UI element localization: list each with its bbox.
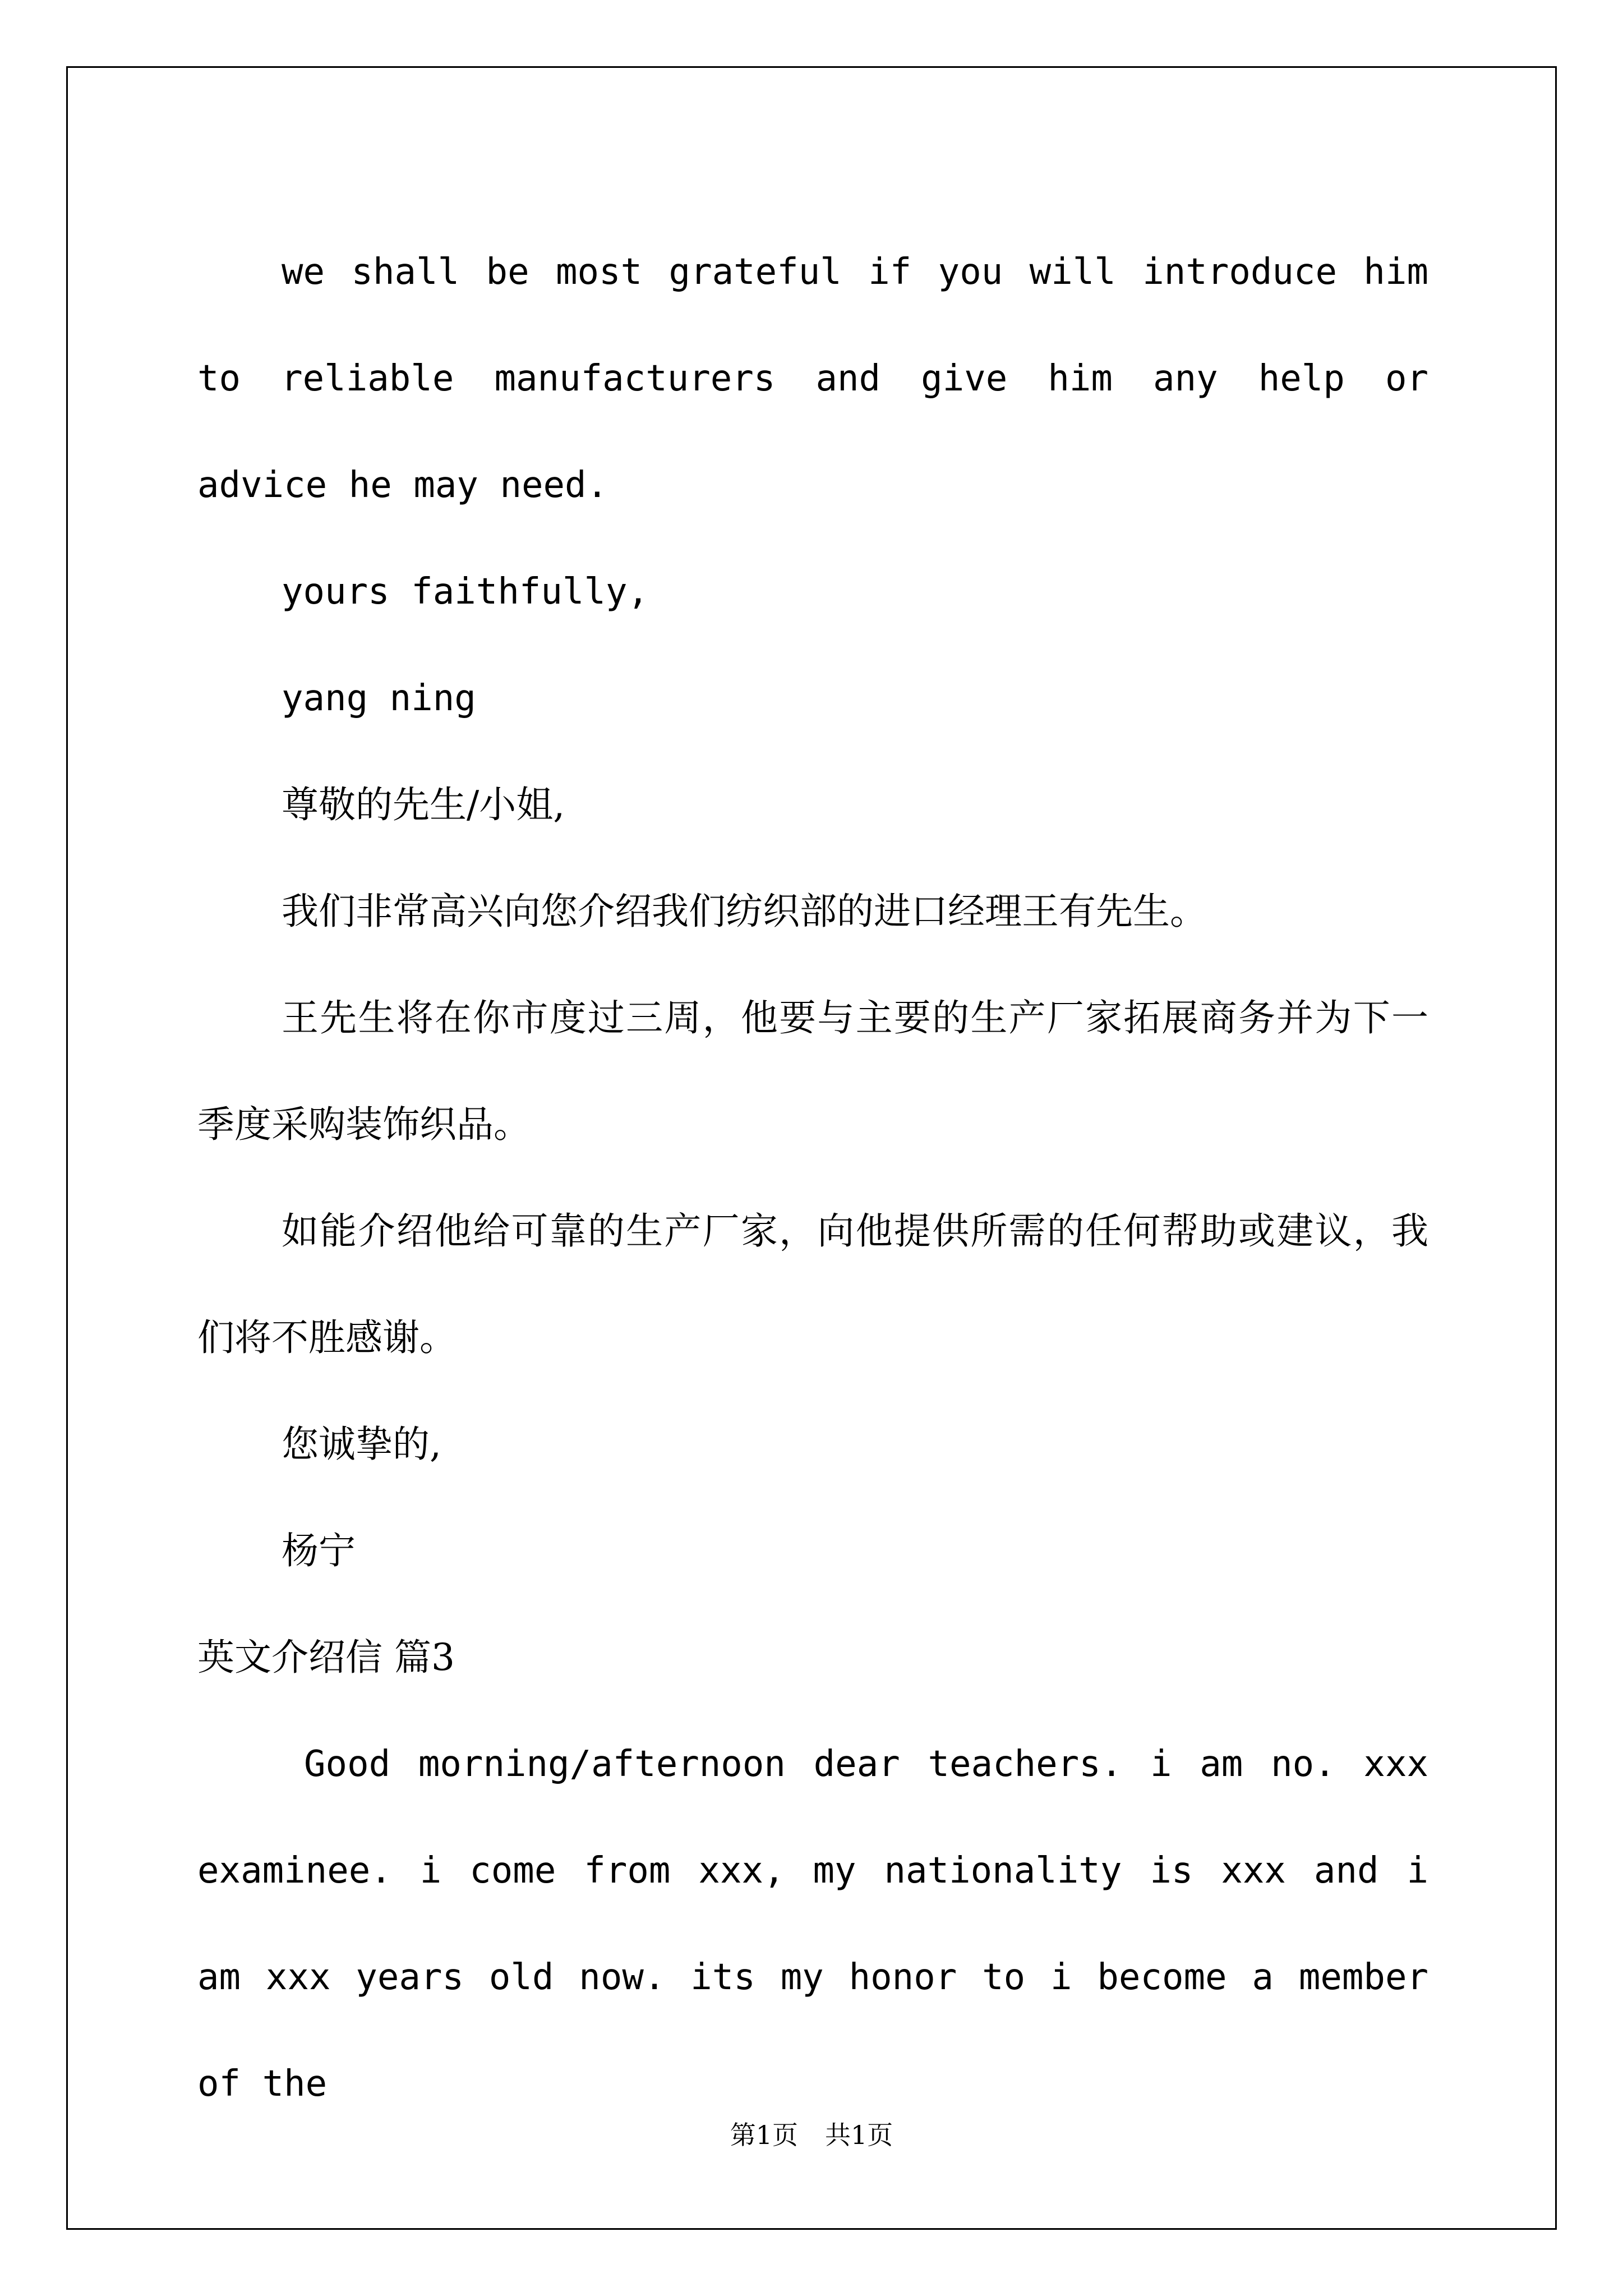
paragraph-visit-cn: 王先生将在你市度过三周，他要与主要的生产厂家拓展商务并为下一季度采购装饰织品。 (197, 996, 1428, 1146)
document-body (197, 219, 1428, 2137)
section-heading: 英文介绍信 篇3 (197, 1636, 455, 1679)
paragraph-signature-cn: 杨宁 (282, 1529, 356, 1572)
paragraph-sign-off-cn: 您诚挚的, (282, 1423, 441, 1466)
paragraph-sign-off: yours faithfully, (282, 571, 649, 613)
paragraph-intro-cn: 我们非常高兴向您介绍我们纺织部的进口经理王有先生。 (282, 890, 1207, 933)
paragraph-salutation-cn: 尊敬的先生/小姐, (282, 783, 565, 826)
page-total: 共1页 (825, 2120, 893, 2150)
paragraph-signature: yang ning (282, 678, 476, 719)
paragraph-self-introduction: Good morning/afternoon dear teachers. i am no. xxx examinee. i come from xxx, my nationality is xxx and i am xxx years old now. its my honor to i become a member of the (197, 1743, 1428, 2105)
page-footer (0, 2115, 1623, 2152)
page-number: 第1页 (730, 2120, 798, 2150)
paragraph-request-cn: 如能介绍他给可靠的生产厂家，向他提供所需的任何帮助或建议，我们将不胜感谢。 (197, 1209, 1428, 1359)
paragraph-closing-request: we shall be most grateful if you will introduce him to reliable manufacturers and give him any help or advice he may need. (197, 251, 1428, 506)
